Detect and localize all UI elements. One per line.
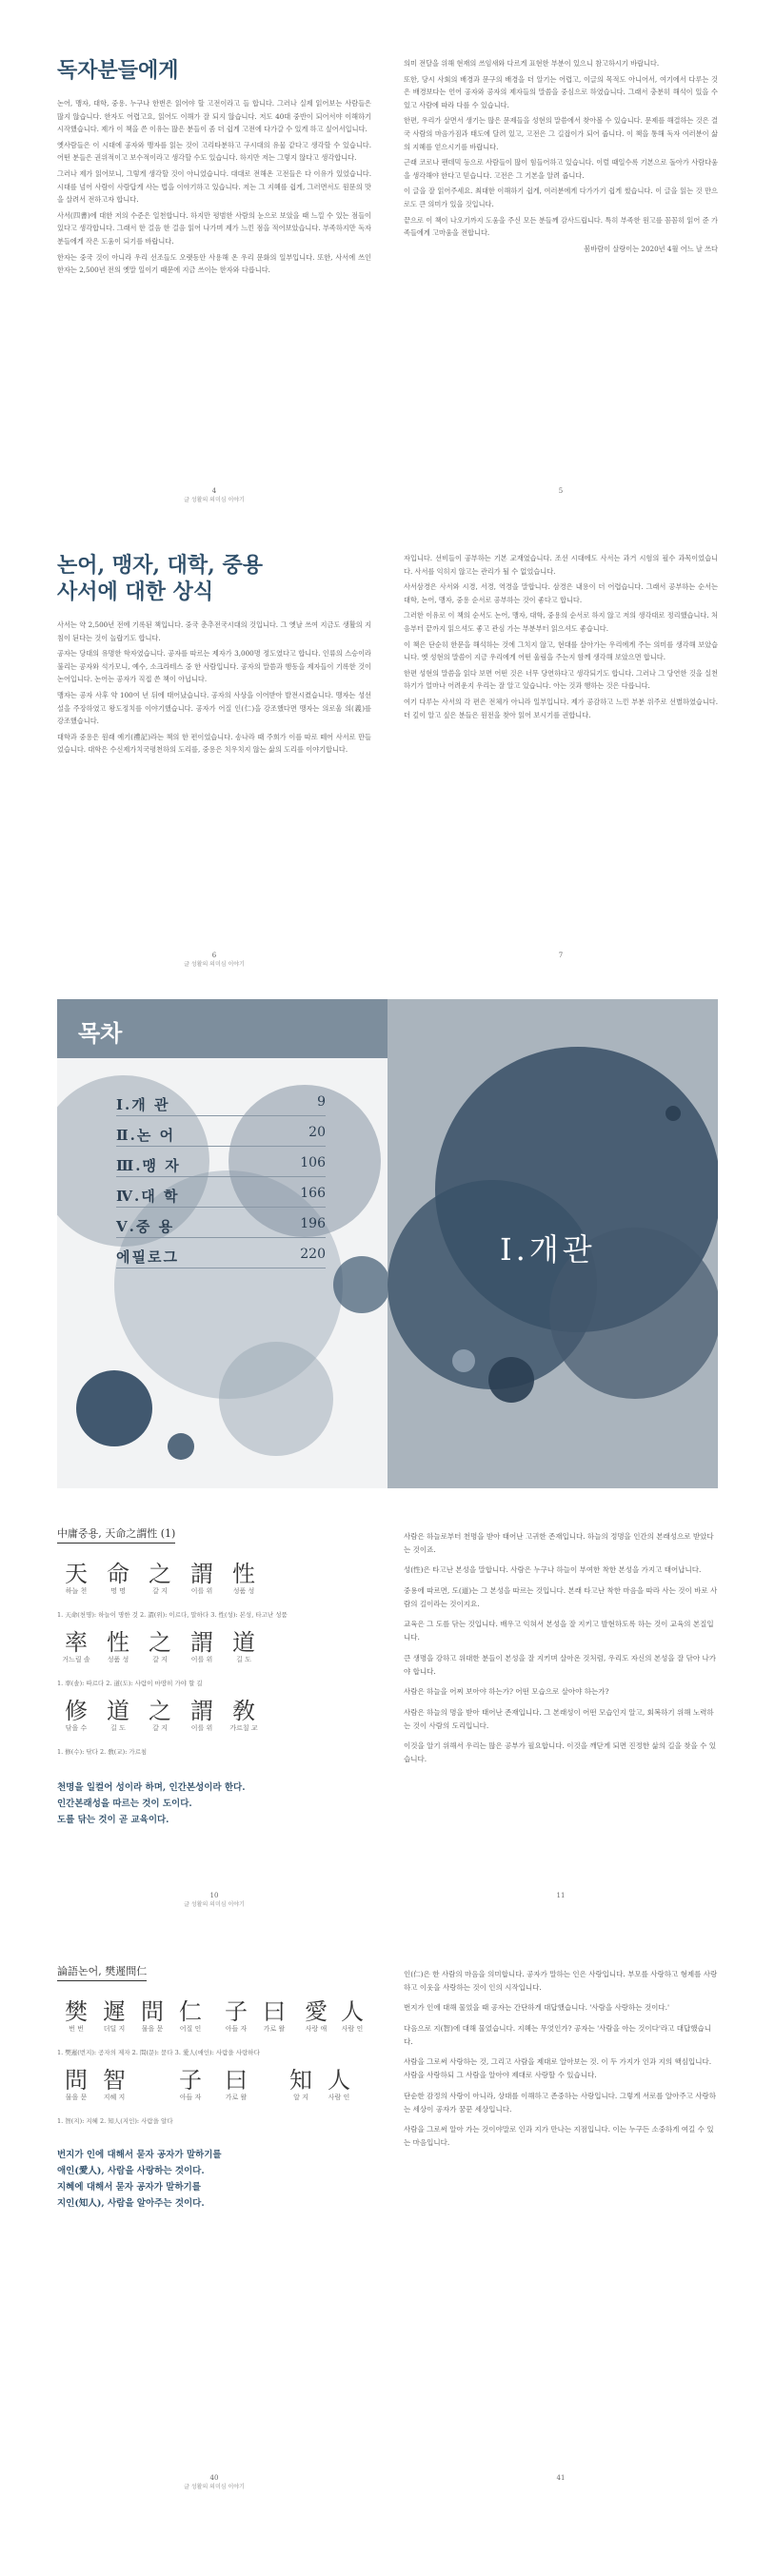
gloss: 1. 天命(천명): 하늘이 명한 것 2. 謂(위): 이르다, 말하다 3. 性(성): 본성, 타고난 성품: [57, 1611, 288, 1619]
toc-item[interactable]: 에필로그 220: [116, 1247, 326, 1269]
translation-line: 천명을 일컬어 성이라 하며, 인간본성이라 한다.: [57, 1782, 246, 1793]
analects-right-page: [404, 1960, 718, 2531]
page-number: 5: [558, 487, 564, 495]
paragraph: 큰 생명을 강하고 위대한 분들이 본성을 잘 지키며 살아온 것처럼, 우리도 자신의 본성을 잘 닦아 나가야 합니다.: [404, 1653, 716, 1676]
gloss: 1. 修(수): 닦다 2. 敎(교): 가르침: [57, 1748, 148, 1756]
table-of-contents-spread: [57, 999, 718, 1488]
paragraph: 여기 다루는 사서의 각 편은 전체가 아니라 일부입니다. 제가 공감하고 느낀 부분 위주로 선별하였습니다. 더 깊이 알고 싶은 분들은 원전을 찾아 읽어 보시기를 권합니다.: [404, 697, 718, 719]
spread-zhongyong: [57, 1523, 718, 1913]
paragraph: 사서삼경은 사서와 시경, 서경, 역경을 말합니다. 삼경은 내용이 더 어렵습니다. 그래서 공부하는 순서는 대학, 논어, 맹자, 중용 순서로 공부하는 것이 좋다고 합니다.: [404, 582, 718, 604]
translation-line: 지혜에 대해서 묻자 공자가 말하기를: [57, 2182, 201, 2193]
paragraph: 이 책은 단순히 한문을 해석하는 것에 그치지 않고, 현대를 살아가는 우리에게 주는 의미를 생각해 보았습니다. 옛 성현의 말씀이 지금 우리에게 어떤 울림을 주는지 함께 생각해 보았으면 합니다.: [404, 639, 718, 662]
paragraph: 사람은 하늘을 어찌 보아야 하는가? 어떤 모습으로 살아야 하는가?: [404, 1687, 609, 1696]
paragraph: 맹자는 공자 사후 약 100여 년 뒤에 태어났습니다. 공자의 사상을 이어받아 발전시켰습니다. 맹자는 성선설을 주장하였고 왕도정치를 이야기했습니다. 공자가 어질 인(仁)을 강조했다면 맹자는 의로울 의(義)를 강조했습니다.: [57, 690, 371, 726]
paragraph: 끝으로 이 책이 나오기까지 도움을 주신 모든 분들께 감사드립니다. 특히 부족한 원고를 꼼꼼히 읽어 준 가족들에게 고마움을 전합니다.: [404, 215, 718, 238]
common-sense-left-page: [57, 552, 371, 971]
paragraph: 사서(四書)에 대한 저의 수준은 일천합니다. 하지만 평범한 사람의 눈으로 보았을 때 느낄 수 있는 점들이 있다고 생각합니다. 그래서 한 걸음 한 걸음 읽어 나가며 제가 느낀 점을 적어보았습니다. 부족하지만 독자분들에게 작은 도움이 되기를 바랍니다.: [57, 210, 371, 246]
gloss: 1. 樊遲(번지): 공자의 제자 2. 問(문): 묻다 3. 愛人(애인): 사람을 사랑하다: [57, 2049, 260, 2056]
paragraph: 번지가 인에 대해 물었을 때 공자는 간단하게 대답했습니다. '사람을 사랑하는 것이다.': [404, 2003, 670, 2012]
paragraph: 공자는 당대의 유명한 학자였습니다. 공자를 따르는 제자가 3,000명 정도였다고 합니다. 인류의 스승이라 불리는 공자와 석가모니, 예수, 소크라테스 중 한 사람입니다. 공자의 말씀과 행동을 제자들이 기록한 것이 논어입니다. 논어는 공자가 직접 쓴 책이 아닙니다.: [57, 649, 371, 684]
paragraph: 자입니다. 선비들이 공부하는 기본 교재였습니다. 조선 시대에도 사서는 과거 시험의 필수 과목이었습니다. 사서를 익히지 않고는 관리가 될 수 없었습니다.: [404, 554, 718, 576]
paragraph: 그러나 제가 읽어보니, 그렇게 생각할 것이 아니었습니다. 대대로 전해온 고전들은 다 이유가 있었습니다. 시대를 넘어 사람이 사람답게 사는 법을 이야기하고 있습니다. 저는 그 지혜를 쉽게, 그러면서도 원문의 맛을 살려서 전하고자 합니다.: [57, 168, 371, 205]
chapter-title: Ⅰ.개관: [500, 1231, 596, 1268]
paragraph: 사람을 그로써 알아 가는 것이야말로 인과 지가 만나는 지점입니다. 이는 누구든 소중하게 여길 수 있는 마음입니다.: [404, 2125, 714, 2147]
section-tag: 中庸중용, 天命之謂性 (1): [57, 1525, 175, 1544]
gloss: 1. 率(솔): 따르다 2. 道(도): 사람이 마땅히 가야 할 길: [57, 1680, 203, 1687]
spread-common-sense: [57, 552, 718, 971]
toc-item[interactable]: Ⅲ.맹 자 106: [116, 1155, 326, 1178]
hanja-line: 天 하늘 천 命 명 명 之 갈 지 謂 이를 위 性 성품 성: [65, 1561, 255, 1595]
paragraph: 논어, 맹자, 대학, 중용. 누구나 한번은 읽어야 할 고전이라고 들 합니다. 그러나 실제 읽어보는 사람들은 많지 않습니다. 한자도 어렵고요, 읽어도 이해가 잘 되지 않습니다. 저도 40대 중반이 되어서야 이해하기 시작했습니다. 제가 이 책을 쓴 이유는 많은 분들이 좀 더 쉽게 고전에 다가갈 수 있게 하고 싶어서입니다.: [57, 99, 371, 134]
paragraph: 사람을 그로써 사랑하는 것, 그리고 사람을 제대로 알아보는 것. 이 두 가지가 인과 지의 핵심입니다. 사람을 사랑하되 그 사람을 알아야 제대로 사랑할 수 있습니다.: [404, 2057, 712, 2079]
page-number: 7: [558, 952, 564, 959]
toc-header: [57, 999, 388, 1058]
section-title-line1: 논어, 맹자, 대학, 중용: [57, 553, 263, 578]
toc-item[interactable]: Ⅴ.중 용 196: [116, 1216, 326, 1239]
page-number: 10 글 성활의 의미심 이야기: [184, 1892, 245, 1908]
zhongyong-right-page: [404, 1523, 718, 1913]
spread-analects: [57, 1960, 718, 2531]
paragraph: 대학과 중용은 원래 예기(禮記)라는 책의 한 편이었습니다. 송나라 때 주희가 이를 따로 떼어 사서로 만들었습니다. 대학은 수신제가치국평천하의 도리를, 중용은 치우치지 않는 삶의 도리를 이야기합니다.: [57, 732, 371, 755]
paragraph: 한자는 중국 것이 아니라 우리 선조들도 오랫동안 사용해 온 우리 문화의 일부입니다. 또한, 사서에 쓰인 한자는 2,500년 전의 옛말 일이기 때문에 지금 쓰이는 한자와 다릅니다.: [57, 252, 371, 275]
hanja-line: 修 닦을 수 道 길 도 之 갈 지 謂 이를 위 敎 가르칠 교: [65, 1698, 258, 1732]
page-number: 4 글 성활의 의미심 이야기: [184, 487, 245, 503]
paragraph: 교육은 그 도를 닦는 것입니다. 배우고 익혀서 본성을 잘 지키고 발현하도록 하는 것이 교육의 본질입니다.: [404, 1620, 714, 1642]
paragraph: 성(性)은 타고난 본성을 말합니다. 사람은 누구나 하늘이 부여한 착한 본성을 가지고 태어납니다.: [404, 1565, 702, 1574]
toc-heading: 목차: [78, 1019, 123, 1047]
page-number: 6 글 성활의 의미심 이야기: [184, 952, 245, 968]
hanja-line: 問 물을 문 智 지혜 지 子 아들 자 曰 가로 왈 知 알 지 人 사람 인: [65, 2067, 350, 2101]
paragraph: 또한, 당시 사회의 배경과 문구의 배경을 더 알기는 어렵고, 이글의 목적도 아니어서, 여기에서 다루는 것은 배경보다는 언어 공자와 공자의 제자들의 말씀을 중심으로 하였습니다. 그래서 충분히 해석이 있을 수 있고 사람에 따라 다를 수 있습니다.: [404, 74, 718, 109]
paragraph: 그러한 이유로 이 책의 순서도 논어, 맹자, 대학, 중용의 순서로 하지 않고 저의 생각대로 정리했습니다. 처음부터 끝까지 읽으셔도 좋고 관심 가는 부분부터 읽으셔도 좋습니다.: [404, 611, 718, 633]
paragraph: 다음으로 지(智)에 대해 물었습니다. 지혜는 무엇인가? 공자는 '사람을 아는 것이다'라고 대답했습니다.: [404, 2023, 712, 2046]
preface-right-page: [404, 57, 718, 504]
paragraph: 단순한 감정의 사랑이 아니라, 상대를 이해하고 존중하는 사랑입니다. 그렇게 서로를 알아주고 사랑하는 세상이 공자가 꿈꾼 세상입니다.: [404, 2091, 717, 2114]
translation-line: 인간본래성을 따르는 것이 도이다.: [57, 1799, 192, 1809]
paragraph: 인(仁)은 한 사람의 마음을 의미합니다. 공자가 말하는 인은 사랑입니다. 부모를 사랑하고 형제를 사랑하고 이웃을 사랑하는 것이 인의 시작입니다.: [404, 1969, 718, 1992]
toc-item[interactable]: Ⅰ.개 관 9: [116, 1094, 326, 1117]
paragraph: 옛사람들은 이 시대에 공자와 맹자를 읽는 것이 고리타분하고 구시대의 유물 같다고 생각할 수 있습니다. 어떤 분들은 권위적이고 보수적이라고 생각할 수도 있습니다. 하지만 저는 그렇지 않다고 생각합니다.: [57, 140, 371, 163]
toc-item[interactable]: Ⅱ.논 어 20: [116, 1125, 326, 1148]
section-title-line2: 사서에 대한 상식: [57, 580, 214, 604]
signature: 봄바람이 살랑이는 2020년 4월 어느 날 쓰다: [584, 244, 718, 253]
translation-line: 지인(知人), 사람을 알아주는 것이다.: [57, 2198, 205, 2209]
common-sense-right-page: [404, 552, 718, 971]
paragraph: 사서는 약 2,500년 전에 기록된 책입니다. 중국 춘추전국시대의 것입니다. 그 옛날 쓰여 지금도 생활의 지침이 된다는 것이 놀랍기도 합니다.: [57, 620, 371, 642]
analects-left-page: [57, 1960, 371, 2531]
toc-page: [57, 999, 388, 1488]
paragraph: 한편 성현의 말씀을 읽다 보면 어떤 것은 너무 당연하다고 생각되기도 합니다. 그러나 그 당연한 것을 실천하기가 얼마나 어려운지 우리는 잘 알고 있습니다. 아는 것과 행하는 것은 다릅니다.: [404, 668, 718, 691]
translation-line: 애인(愛人), 사람을 사랑하는 것이다.: [57, 2166, 205, 2176]
chapter-cover-page: [388, 999, 718, 1488]
zhongyong-left-page: [57, 1523, 371, 1913]
ink-wash-background: [57, 999, 388, 1488]
paragraph: 이것을 알기 위해서 우리는 많은 공부가 필요합니다. 이것을 깨닫게 되면 진정한 삶의 길을 찾을 수 있습니다.: [404, 1741, 716, 1763]
gloss: 1. 智(지): 지혜 2. 知人(지인): 사람을 알다: [57, 2117, 173, 2125]
paragraph: 근래 코로나 팬데믹 등으로 사람들이 많이 힘들어하고 있습니다. 이럴 때일수록 기본으로 돌아가 사람다움을 생각해야 한다고 믿습니다. 고전은 그 기본을 알려 줍니다.: [404, 158, 718, 180]
translation-line: 번지가 인에 대해서 묻자 공자가 말하기를: [57, 2150, 222, 2160]
section-tag: 論語논어, 樊遲問仁: [57, 1963, 147, 1981]
spread-preface: [57, 57, 718, 504]
preface-left-page: [57, 57, 371, 504]
page-number: 41: [556, 2474, 566, 2482]
paragraph: 의미 전달을 위해 현재의 쓰임새와 다르게 표현한 부분이 있으니 참고하시기 바랍니다.: [404, 59, 660, 68]
toc-item[interactable]: Ⅳ.대 학 166: [116, 1186, 326, 1209]
hanja-line: 樊 번 번 遲 더딜 지 問 물을 문 仁 어질 인 子 아들 자 曰 가로 왈 愛 사랑 애 人 사람 인: [65, 1998, 364, 2033]
page-number: 40 글 성활의 의미심 이야기: [184, 2474, 245, 2490]
translation-line: 도를 닦는 것이 곧 교육이다.: [57, 1815, 169, 1825]
page-number: 11: [556, 1892, 566, 1899]
paragraph: 이 글을 잘 읽어주세요. 최대한 이해하기 쉽게, 여러분에게 다가가기 쉽게 썼습니다. 이 글을 읽는 것 만으로도 큰 의미가 있을 것입니다.: [404, 187, 718, 208]
translation-block: [57, 2147, 371, 2212]
paragraph: 사람은 하늘의 명을 받아 태어난 존재입니다. 그 본래성이 어떤 모습인지 알고, 회복하기 위해 노력하는 것이 사람의 도리입니다.: [404, 1707, 714, 1730]
preface-title: 독자분들에게: [57, 58, 179, 83]
paragraph: 사람은 하늘로부터 천명을 받아 태어난 고귀한 존재입니다. 하늘의 정명을 인간의 본래성으로 받았다는 것이죠.: [404, 1531, 714, 1554]
hanja-line: 率 거느릴 솔 性 성품 성 之 갈 지 謂 이를 위 道 길 도: [62, 1629, 255, 1663]
paragraph: 한편, 우리가 살면서 생기는 많은 문제들을 성현의 말씀에서 찾아볼 수 있습니다. 문제를 해결하는 것은 결국 사람의 마음가짐과 태도에 달려 있고, 고전은 그 길잡이가 되어 줍니다. 이 책을 통해 독자 여러분이 삶의 지혜를 얻으시기를 바랍니다.: [404, 116, 718, 151]
paragraph: 중용에 따르면, 도(道)는 그 본성을 따르는 것입니다. 본래 타고난 착한 마음을 따라 사는 것이 바로 사람의 길이라는 것이지요.: [404, 1585, 718, 1608]
translation-block: [57, 1780, 371, 1828]
